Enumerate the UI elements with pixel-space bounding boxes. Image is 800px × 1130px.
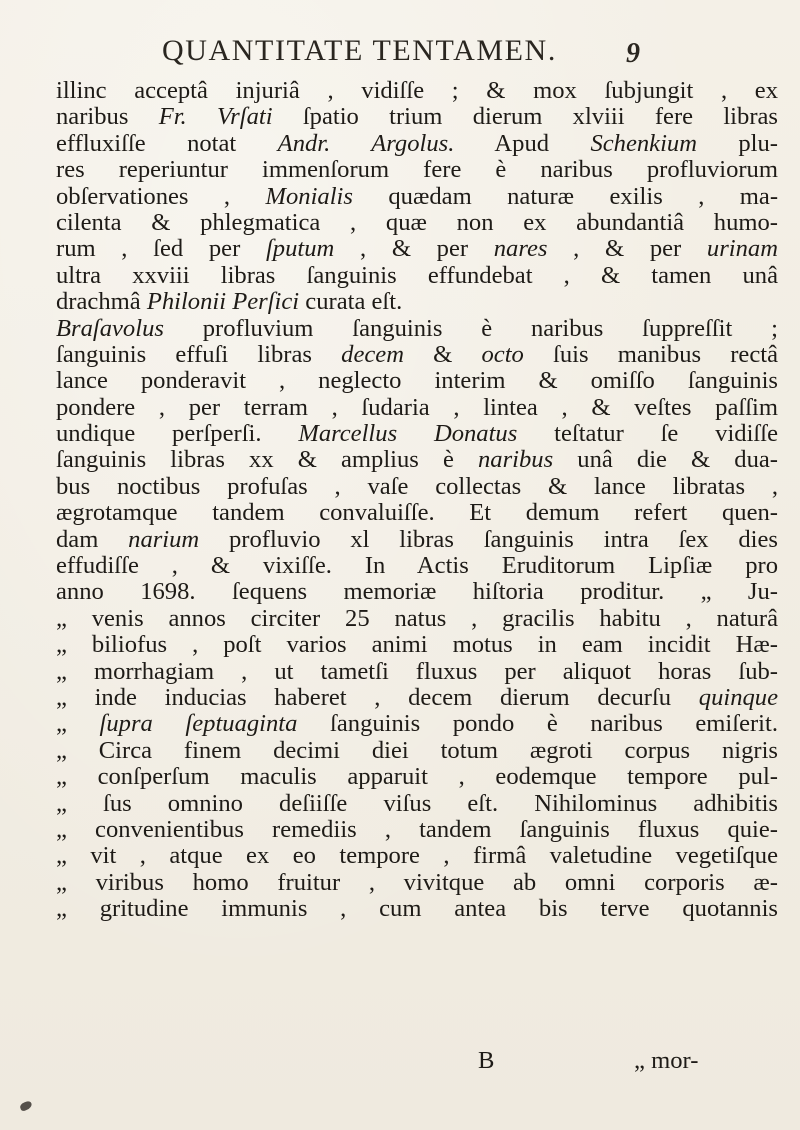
footer-line: [56, 1047, 778, 1075]
text-line: lance ponderavit , neglecto interim & omiſſo ſanguinis: [56, 367, 778, 395]
text-line: „ inde inducias haberet , decem dierum decurſu quinque: [56, 683, 778, 711]
text-line: „ gritudine immunis , cum antea bis terve quotannis: [56, 895, 778, 923]
text-line: „ biliofus , poſt varios animi motus in eam incidit Hæ-: [56, 631, 778, 659]
text-line: „ morrhagiam , ut tametſi fluxus per aliquot horas ſub-: [56, 657, 778, 685]
text-line: rum , ſed per ſputum , & per nares , & per urinam: [56, 235, 778, 263]
text-line: „ vit , atque ex eo tempore , firmâ valetudine vegetiſque: [56, 842, 778, 870]
text-line: obſervationes , Monialis quædam naturæ exilis , ma-: [56, 182, 779, 210]
text-line: pondere , per terram , ſudaria , lintea , & veſtes paſſim: [56, 393, 778, 421]
text-line: naribus Fr. Vrſati ſpatio trium dierum xlviii fere libras: [56, 103, 778, 131]
text-line: illinc acceptâ injuriâ , vidiſſe ; & mox ſubjungit , ex: [56, 77, 778, 104]
text-line: „ ſupra ſeptuaginta ſanguinis pondo è naribus emiſerit.: [56, 710, 778, 738]
text-line: „ viribus homo fruitur , vivitque ab omni corporis æ-: [56, 868, 778, 896]
text-line: „ venis annos circiter 25 natus , gracilis habitu , naturâ: [56, 604, 778, 632]
running-title: QUANTITATE TENTAMEN.: [162, 34, 557, 67]
text-line: effudiſſe , & vixiſſe. In Actis Eruditorum Lipſiæ pro: [56, 552, 778, 580]
body-text: [56, 78, 778, 923]
text-line: ultra xxviii libras ſanguinis effundebat , & tamen unâ: [56, 261, 778, 289]
text-line: „ convenientibus remediis , tandem ſanguinis fluxus quie-: [56, 815, 778, 843]
text-line: „ Circa finem decimi diei totum ægroti corpus nigris: [56, 736, 778, 764]
text-line: cilenta & phlegmatica , quæ non ex abundantiâ humo-: [56, 208, 778, 236]
text-line: Braſavolus profluvium ſanguinis è naribus ſuppreſſit ;: [56, 314, 778, 342]
text-line: ægrotamque tandem convaluiſſe. Et demum refert quen-: [56, 499, 778, 527]
text-line: dam narium profluvio xl libras ſanguinis intra ſex dies: [56, 525, 778, 553]
text-line: „ ſus omnino deſiiſſe viſus eſt. Nihilominus adhibitis: [56, 789, 778, 817]
catchword: „ mor-: [634, 1047, 699, 1074]
text-line: undique perſperſi. Marcellus Donatus teſtatur ſe vidiſſe: [56, 420, 779, 448]
page-number: 9: [626, 38, 640, 69]
text-line: drachmâ Philonii Perſici curata eſt.: [56, 288, 403, 316]
text-line: anno 1698. ſequens memoriæ hiſtoria proditur. „ Ju-: [56, 578, 778, 606]
text-line: ſanguinis effuſi libras decem & octo ſuis manibus rectâ: [56, 340, 779, 368]
running-head: [160, 34, 760, 74]
text-line: bus noctibus profuſas , vaſe collectas & lance libratas ,: [56, 472, 778, 500]
text-line: effluxiſſe notat Andr. Argolus. Apud Schenkium plu-: [56, 129, 778, 157]
text-line: res reperiuntur immenſorum fere è naribus profluviorum: [56, 156, 778, 184]
signature-mark: B: [478, 1047, 495, 1074]
text-line: ſanguinis libras xx & amplius è naribus unâ die & dua-: [56, 446, 778, 474]
ink-smudge: [19, 1100, 33, 1112]
text-line: „ conſperſum maculis apparuit , eodemque tempore pul-: [56, 763, 778, 791]
